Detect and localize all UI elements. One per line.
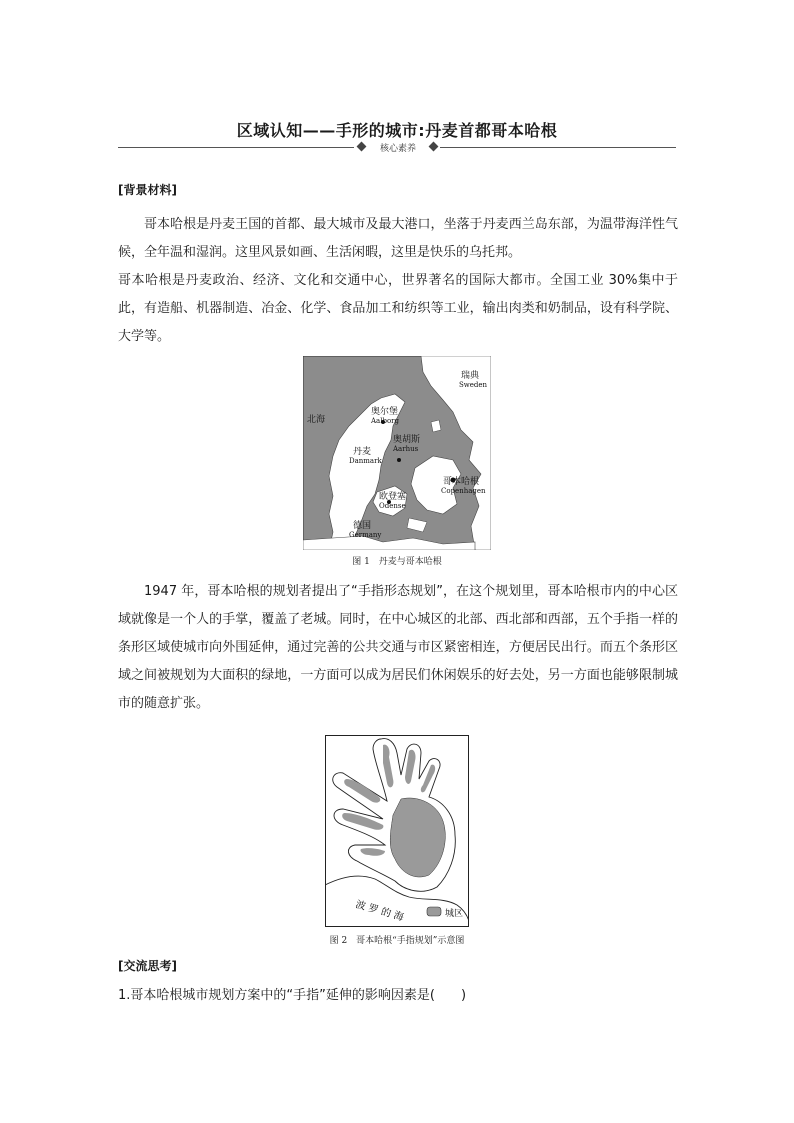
page-title: 区域认知——手形的城市:丹麦首都哥本哈根 [236, 121, 558, 140]
small-island [431, 420, 441, 432]
section-heading-discussion: [交流思考] [118, 959, 177, 973]
label-sweden-en: Sweden [459, 381, 488, 389]
figure1-caption: 图 1 丹麦与哥本哈根 [352, 557, 442, 567]
question-1: 1.哥本哈根城市规划方案中的“手指”延伸的影响因素是( ) [118, 988, 467, 1003]
label-aarhus-cn: 奥胡斯 [393, 435, 421, 445]
label-germany-cn: 德国 [353, 521, 372, 531]
divider-diamond-left-icon [357, 142, 367, 152]
finger-plan-paragraph: 1947 年，哥本哈根的规划者提出了“手指形态规划”，在这个规划里，哥本哈根市内的中心区域就像是一个人的手掌，覆盖了老城。同时，在中心城区的北部、西北部和西部，五个手指一样的条形区域使城市向外围延伸，通过完善的公共交通与市区紧密相连，方便居民出行。而五个条形区域之间被规划为大面积的绿地，一方面可以成为居民们休闲娱乐的好去处，另一方面也能够限制城市的随意扩张。 [118, 584, 678, 711]
label-germany-en: Germany [349, 531, 382, 539]
label-aalborg-cn: 奥尔堡 [371, 407, 399, 417]
label-copenhagen-cn: 哥本哈根 [443, 477, 480, 487]
section-heading-background: [背景材料] [118, 183, 177, 197]
aarhus-marker-icon [397, 458, 401, 462]
label-odense-cn: 欧登塞 [379, 492, 407, 502]
baltic-sea-label: 波 罗 的 海 [354, 899, 405, 924]
finger-plan-figure [325, 735, 469, 927]
title-divider-right [440, 147, 676, 148]
label-denmark-cn: 丹麦 [353, 447, 372, 457]
label-aarhus-en: Aarhus [393, 445, 419, 453]
label-odense-en: Odense [379, 502, 406, 510]
page-subtitle: 核心素养 [379, 144, 416, 154]
label-north-sea: 北海 [307, 415, 326, 425]
legend-urban-swatch [427, 907, 441, 916]
label-aalborg-en: Aalborg [371, 417, 399, 425]
divider-diamond-right-icon [429, 142, 439, 152]
figure2-caption: 图 2 哥本哈根“手指规划”示意图 [329, 936, 465, 946]
label-copenhagen-en: Copenhagen [441, 487, 486, 495]
label-denmark-en: Danmark [349, 457, 382, 465]
legend-urban-label: 城区 [445, 909, 464, 919]
title-divider-left [118, 147, 354, 148]
background-paragraph-1: 哥本哈根是丹麦王国的首都、最大城市及最大港口，坐落于丹麦西兰岛东部，为温带海洋性气候，全年温和湿润。这里风景如画、生活闲暇，这里是快乐的乌托邦。 [118, 217, 678, 260]
label-sweden-cn: 瑞典 [461, 371, 480, 381]
denmark-map-figure [303, 356, 491, 550]
background-paragraph-2: 哥本哈根是丹麦政治、经济、文化和交通中心，世界著名的国际大都市。全国工业 30%集中于此，有造船、机器制造、冶金、化学、食品加工和纺织等工业，输出肉类和奶制品，设有科学院、大学等。 [118, 273, 678, 344]
